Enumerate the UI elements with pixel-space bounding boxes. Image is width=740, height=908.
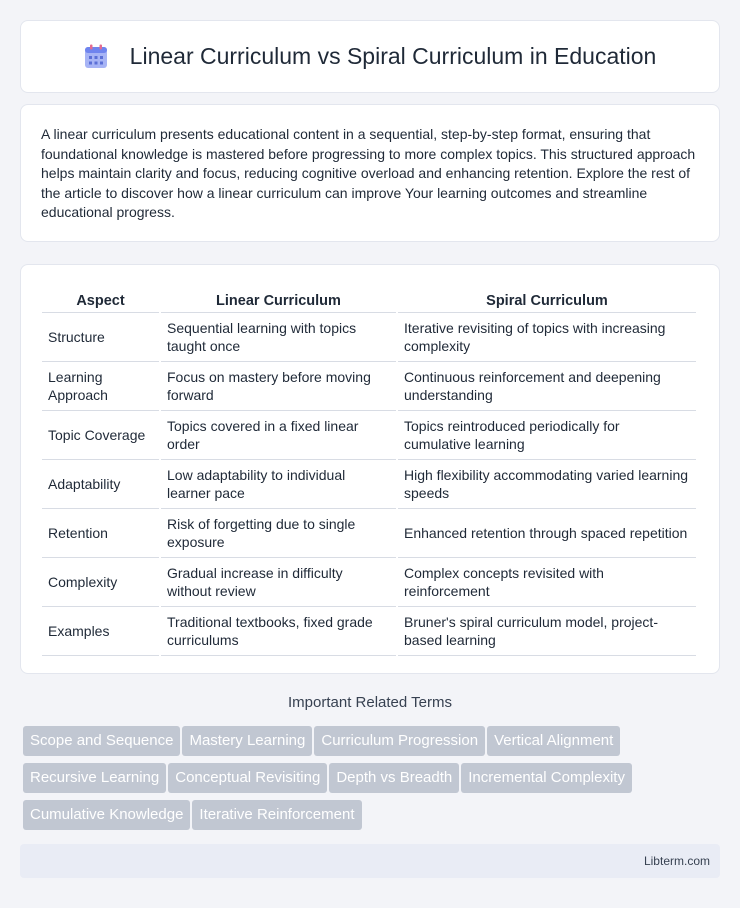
related-term-tag[interactable]: Curriculum Progression xyxy=(314,726,485,756)
table-row xyxy=(42,411,696,460)
linear-cell: Sequential learning with topics taught once xyxy=(161,313,396,362)
header-linear: Linear Curriculum xyxy=(161,285,396,313)
related-term-tag[interactable]: Scope and Sequence xyxy=(23,726,180,756)
page-header xyxy=(20,20,720,93)
intro-section xyxy=(20,104,720,242)
aspect-cell: Retention xyxy=(42,509,159,558)
aspect-cell: Adaptability xyxy=(42,460,159,509)
linear-cell: Focus on mastery before moving forward xyxy=(161,362,396,411)
table-row xyxy=(42,509,696,558)
related-terms-list xyxy=(23,726,723,837)
calendar-icon xyxy=(84,44,108,70)
linear-cell: Traditional textbooks, fixed grade curriculums xyxy=(161,607,396,656)
related-term-tag[interactable]: Depth vs Breadth xyxy=(329,763,459,793)
intro-text: A linear curriculum presents educational content in a sequential, step-by-step format, ensuring that foundational knowledge is mastered before progressing to more complex topics. This structured approach helps maintain clarity and focus, reducing cognitive overload and enhancing retention. Explore the rest of the article to discover how a linear curriculum can improve Your learning outcomes and streamline educational progress. xyxy=(41,126,696,220)
related-term-tag[interactable]: Cumulative Knowledge xyxy=(23,800,190,830)
table-header-row xyxy=(42,285,696,313)
spiral-cell: Topics reintroduced periodically for cumulative learning xyxy=(398,411,696,460)
aspect-cell: Learning Approach xyxy=(42,362,159,411)
header-aspect: Aspect xyxy=(42,285,159,313)
table-row xyxy=(42,460,696,509)
footer xyxy=(20,844,720,878)
table-row xyxy=(42,558,696,607)
related-term-tag[interactable]: Vertical Alignment xyxy=(487,726,620,756)
spiral-cell: Continuous reinforcement and deepening understanding xyxy=(398,362,696,411)
comparison-table xyxy=(40,285,698,656)
linear-cell: Gradual increase in difficulty without review xyxy=(161,558,396,607)
aspect-cell: Complexity xyxy=(42,558,159,607)
aspect-cell: Topic Coverage xyxy=(42,411,159,460)
spiral-cell: Complex concepts revisited with reinforcement xyxy=(398,558,696,607)
linear-cell: Topics covered in a fixed linear order xyxy=(161,411,396,460)
spiral-cell: Bruner's spiral curriculum model, project-based learning xyxy=(398,607,696,656)
related-terms-title: Important Related Terms xyxy=(288,694,452,711)
related-term-tag[interactable]: Mastery Learning xyxy=(182,726,312,756)
spiral-cell: Enhanced retention through spaced repetition xyxy=(398,509,696,558)
related-term-tag[interactable]: Incremental Complexity xyxy=(461,763,632,793)
comparison-table-card xyxy=(20,264,720,674)
page-title: Linear Curriculum vs Spiral Curriculum in Education xyxy=(129,43,657,69)
related-term-tag[interactable]: Conceptual Revisiting xyxy=(168,763,327,793)
related-term-tag[interactable]: Recursive Learning xyxy=(23,763,166,793)
linear-cell: Low adaptability to individual learner pace xyxy=(161,460,396,509)
aspect-cell: Examples xyxy=(42,607,159,656)
aspect-cell: Structure xyxy=(42,313,159,362)
footer-site-link[interactable]: Libterm.com xyxy=(643,854,710,868)
related-term-tag[interactable]: Iterative Reinforcement xyxy=(192,800,361,830)
table-row xyxy=(42,313,696,362)
header-spiral: Spiral Curriculum xyxy=(398,285,696,313)
spiral-cell: High flexibility accommodating varied learning speeds xyxy=(398,460,696,509)
table-row xyxy=(42,607,696,656)
linear-cell: Risk of forgetting due to single exposure xyxy=(161,509,396,558)
spiral-cell: Iterative revisiting of topics with increasing complexity xyxy=(398,313,696,362)
table-row xyxy=(42,362,696,411)
